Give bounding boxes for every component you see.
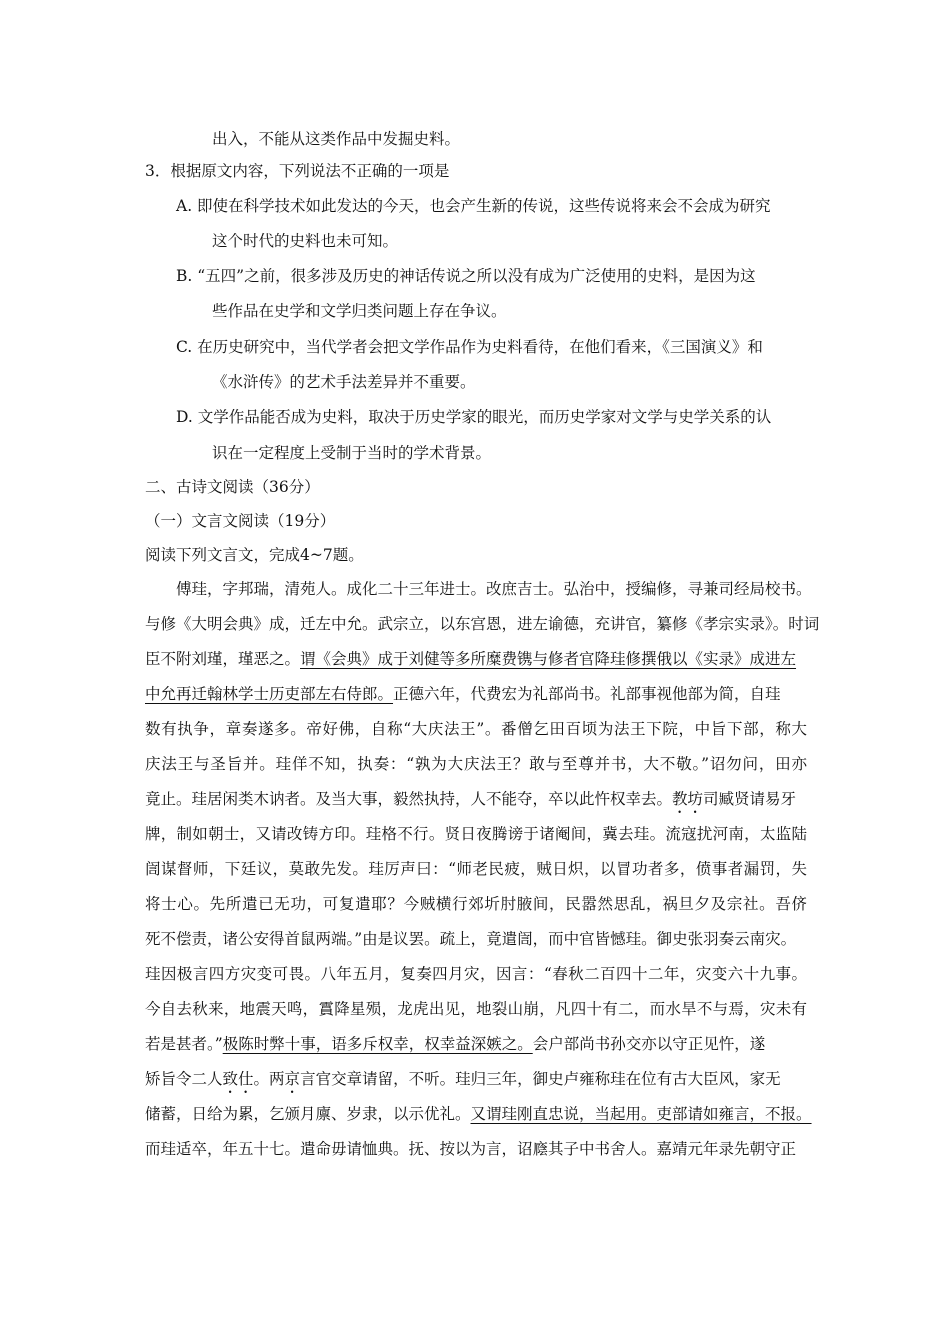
underlined-sentence: 中允再迁翰林学士历吏部左右侍郎。: [145, 685, 394, 703]
passage-line: 傅珪，字邦瑞，清苑人。成化二十三年进士。改庶吉士。弘治中，授编修，寻兼司经局校书。: [176, 580, 812, 598]
option-b-line-2: 些作品在史学和文学归类问题上存在争议。: [212, 302, 507, 320]
option-d-line-2: 识在一定程度上受制于当时的学术背景。: [212, 444, 492, 462]
option-d-line-1: D. 文学作品能否成为史料，取决于历史学家的眼光，而历史学家对文学与史学关系的认: [176, 408, 772, 426]
passage-text: 储蓄，日给为累，乞颁月廪、岁隶，以示优礼。: [145, 1105, 471, 1123]
subsection-heading: （一）文言文阅读（19分）: [145, 512, 336, 530]
question-3-stem: 3．根据原文内容，下列说法不正确的一项是: [145, 162, 450, 180]
passage-text: 臣不附刘瑾，瑾恶之。: [145, 650, 301, 668]
passage-line: [145, 1033, 765, 1055]
passage-line: 死不偿责，诸公安得首鼠两端。”由是议罢。疏上，竟遣訚，而中官皆憾珪。御史张羽奏云南灾。: [145, 930, 797, 948]
passage-line: 数有执争，章奏遂多。帝好佛，自称“大庆法王”。番僧乞田百顷为法王下院，中旨下部，称大: [145, 720, 807, 738]
underlined-sentence: 极陈时弊十事，语多斥权幸，权幸益深嫉之。: [222, 1035, 533, 1053]
option-b-line-1: B. “五四”之前，很多涉及历史的神话传说之所以没有成为广泛使用的史料，是因为这: [176, 267, 756, 285]
section-heading: 二、古诗文阅读（36分）: [145, 478, 320, 496]
option-a-line-1: A. 即使在科学技术如此发达的今天，也会产生新的传说，这些传说将来会不会成为研究: [176, 197, 771, 215]
passage-line: 訚谋督师，下廷议，莫敢先发。珪厉声曰：“师老民疲，贼日炽，以冒功者多，偾事者漏罚，失: [145, 860, 807, 878]
passage-text: 竟止。珪居闲类木讷者。及当大事，毅然执持，人不能夺，卒以此忤权幸去。: [145, 790, 673, 808]
passage-line: 牌，制如朝士，又请改铸方印。珪格不行。贤日夜腾谤于诸阉间，冀去珪。流寇扰河南，太监陆: [145, 825, 807, 843]
dotted-word: 致仕: [222, 1070, 254, 1088]
passage-text: 正德六年，代费宏为礼部尚书。礼部事视他部为简，自珪: [393, 685, 781, 703]
passage-line: [145, 648, 796, 670]
passage-text: 司臧贤请易牙: [703, 790, 797, 808]
reading-instruction: 阅读下列文言文，完成4~7题。: [145, 546, 364, 564]
previous-item-tail: 出入，不能从这类作品中发掘史料。: [212, 130, 461, 148]
underlined-sentence: 又谓珪刚直忠说，当起用。吏部请如雍言，不报。: [470, 1105, 812, 1123]
option-c-line-1: C. 在历史研究中，当代学者会把文学作品作为史料看待，在他们看来，《三国演义》和: [176, 338, 763, 356]
passage-text: 。两: [253, 1070, 285, 1088]
underlined-sentence: 谓《会典》成于刘健等多所糜费镌与修者官降珪修撰俄以《实录》成进左: [300, 650, 797, 668]
passage-text: 若是甚者。”: [145, 1035, 223, 1053]
passage-line: 珪因极言四方灾变可畏。八年五月，复奏四月灾，因言：“春秋二百四十二年，灾变六十九事。: [145, 965, 807, 983]
dotted-word: 京: [284, 1070, 301, 1088]
passage-line: 将士心。先所遣已无功，可复遣耶？今贼横行郊圻肘腋间，民嚣然思乱，祸旦夕及宗社。吾侪: [145, 895, 807, 913]
passage-line: 与修《大明会典》成，迁左中允。武宗立，以东宫恩，进左谕德，充讲官，纂修《孝宗实录》。时词: [145, 615, 820, 633]
passage-line: 而珪适卒，年五十七。遣命毋请恤典。抚、按以为言，诏廕其子中书舍人。嘉靖元年录先朝守正: [145, 1140, 797, 1158]
passage-line: 今自去秋来，地震天鸣，霣降星殒，龙虎出见，地裂山崩，凡四十有二，而水旱不与焉，灾未有: [145, 1000, 807, 1018]
option-c-line-2: 《水浒传》的艺术手法差异并不重要。: [212, 373, 476, 391]
passage-text: 会户部尚书孙交亦以守正见忤，遂: [532, 1035, 766, 1053]
option-a-line-2: 这个时代的史料也未可知。: [212, 232, 399, 250]
dotted-word: 教坊: [672, 790, 704, 808]
passage-line: [145, 788, 796, 817]
passage-line: [145, 1103, 812, 1125]
passage-text: 言官交章请留，不听。珪归三年，御史卢雍称珪在位有古大臣风，家无: [300, 1070, 781, 1088]
passage-line: 庆法王与圣旨并。珪佯不知，执奏：“孰为大庆法王？敢与至尊并书，大不敬。”诏勿问，田亦: [145, 755, 807, 773]
passage-text: 矫旨令二人: [145, 1070, 223, 1088]
passage-line: [145, 1068, 781, 1097]
passage-line: [145, 683, 781, 705]
